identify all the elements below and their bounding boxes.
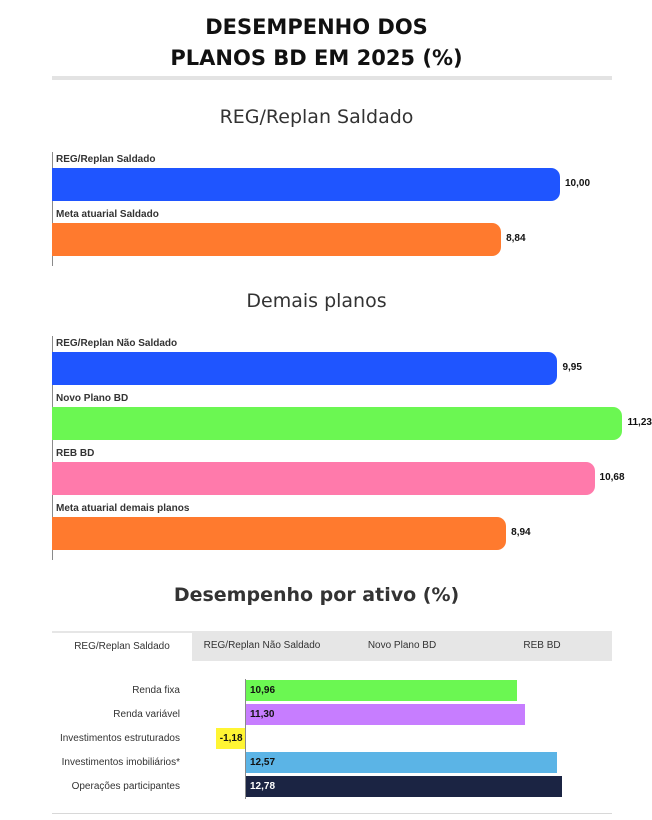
bar-label: Meta atuarial demais planos bbox=[56, 503, 190, 514]
asset-label: Investimentos estruturados bbox=[59, 733, 180, 744]
main-title bbox=[0, 12, 633, 74]
main-title-line2: PLANOS BD EM 2025 (%) bbox=[170, 46, 463, 70]
chart1-title: REG/Replan Saldado bbox=[219, 106, 414, 128]
bar-label: REB BD bbox=[56, 448, 95, 459]
bar-label: Meta atuarial Saldado bbox=[56, 209, 159, 220]
bar-label: Novo Plano BD bbox=[56, 393, 129, 404]
asset-value-label: 12,57 bbox=[250, 757, 276, 768]
bar-label: REG/Replan Não Saldado bbox=[56, 338, 178, 349]
bar bbox=[52, 223, 501, 256]
tab-reg-replan-saldado[interactable]: REG/Replan Saldado bbox=[52, 631, 192, 661]
chart3-title: Desempenho por ativo (%) bbox=[173, 584, 460, 606]
asset-label: Operações participantes bbox=[71, 781, 180, 792]
asset-label: Investimentos imobiliários* bbox=[61, 757, 180, 768]
bar-value-label: 11,23 bbox=[627, 417, 652, 428]
bar-value-label: 9,95 bbox=[562, 362, 582, 373]
bar bbox=[52, 462, 595, 495]
bar-value-label: 8,94 bbox=[511, 527, 531, 538]
asset-bar bbox=[245, 776, 562, 797]
bar bbox=[52, 352, 557, 385]
bottom-divider bbox=[52, 813, 612, 814]
asset-label: Renda variável bbox=[113, 709, 180, 720]
main-title-line1: DESEMPENHO DOS bbox=[205, 15, 428, 39]
plan-tabs bbox=[52, 631, 612, 661]
asset-value-label: 11,30 bbox=[250, 709, 275, 720]
tab-reb-bd[interactable]: REB BD bbox=[523, 640, 561, 651]
bar-value-label: 10,00 bbox=[565, 178, 591, 189]
asset-label: Renda fixa bbox=[132, 685, 180, 696]
asset-bar bbox=[245, 752, 557, 773]
tab-reg-replan-nao-saldado[interactable]: REG/Replan Não Saldado bbox=[203, 640, 321, 651]
bar-value-label: 10,68 bbox=[599, 472, 625, 483]
asset-bar bbox=[245, 704, 525, 725]
asset-bar bbox=[245, 680, 517, 701]
bar-value-label: 8,84 bbox=[506, 233, 526, 244]
chart2-title: Demais planos bbox=[246, 290, 387, 312]
asset-value-label: -1,18 bbox=[219, 733, 243, 744]
bar bbox=[52, 407, 622, 440]
chart3-zero-axis bbox=[245, 679, 246, 799]
bar-label: REG/Replan Saldado bbox=[56, 154, 156, 165]
title-divider bbox=[52, 76, 612, 80]
asset-value-label: 10,96 bbox=[250, 685, 276, 696]
tab-novo-plano-bd[interactable]: Novo Plano BD bbox=[367, 640, 437, 651]
bar bbox=[52, 517, 506, 550]
asset-value-label: 12,78 bbox=[250, 781, 276, 792]
bar bbox=[52, 168, 560, 201]
